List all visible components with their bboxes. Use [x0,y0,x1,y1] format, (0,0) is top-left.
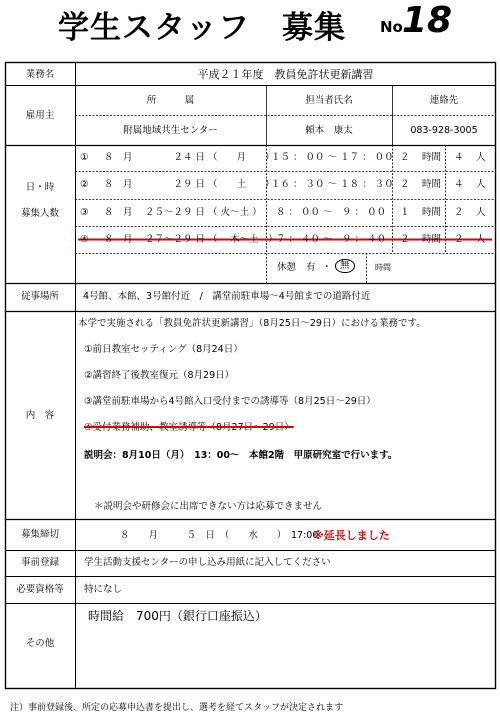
schedule-label-datetime: 日・時 [25,182,55,193]
person-value: 頼本 康太 [305,125,353,136]
footer-note: 注）事前登録後、所定の応募申込書を提出し、選考を経てスタッフが決定されます [10,703,344,713]
briefing-info: 説明会：8月10日（月） 13：00～ 本館2階 甲原研究室で行います。 [84,450,398,461]
other-label: その他 [25,638,55,649]
row-time: １６ ： ３０ ～ １８ ： ３０ [271,179,394,190]
content-intro: 本学で実施される「教員免許状更新講習」（8月25日～29日）における業務です。 [78,318,426,329]
row-people: ４ 人 [454,179,486,190]
row-hours: １ 時間 [400,207,442,218]
extension-notice: ※延長しました [313,529,390,542]
row-date: ８ 月 ２４ 日 （ 月 ） [104,152,275,163]
row-time: ８ ： ００ ～ ９ ： ００ [276,207,387,218]
page-title: 学生スタッフ 募集 [58,10,346,46]
contact-header: 連絡先 [429,95,459,106]
row-hours: ２ 時間 [400,234,442,245]
row-hours: ２ 時間 [400,179,442,190]
job-name: 平成２１年度 教員免許状更新講習 [197,68,374,81]
content-label: 内 容 [25,410,55,421]
row-number: ① [80,152,89,163]
deadline-label: 募集締切 [20,529,59,540]
deadline-date: ８ 月 ５ 日 （ 水 ） 17:00 [120,530,319,541]
qualification-label: 必要資格等 [16,584,64,595]
content-item: ③講堂前駐車場から4号館入口受付までの誘導等（8月25日～29日） [84,396,376,407]
row-hours: ２ 時間 [400,152,442,163]
content-item-cancelled: ④受付業務補助、教室誘導等（8月27日～29日） [84,422,294,433]
row-date: ８ 月 ２９ 日 （ 土 ） [104,179,275,190]
content-note: ＊説明会や研修会に出席できない方は応募できません [94,501,323,512]
content-item: ①前日教室セッティング（8月24日） [84,344,243,355]
break-separator: ・ [322,262,332,273]
recruitment-number: 18 [402,0,453,41]
workplace-value: 4号館、本館、3号館付近 / 講堂前駐車場～4号館までの道路付近 [83,291,371,302]
break-option-no-circled [335,259,355,273]
contact-value: 083-928-3005 [410,125,478,136]
workplace-label: 従事場所 [20,291,59,302]
row-number: ③ [80,207,89,218]
person-header: 担当者氏名 [305,95,353,106]
qualification-value: 特になし [84,584,123,595]
other-value: 時間給 700円（銀行口座振込） [88,609,267,623]
number-label: No. [380,18,409,36]
break-option-no: 無 [335,259,355,273]
row-date: ８ 月 ２７～２９ 日 （ 木～土 ） [104,234,278,245]
employer-label: 雇用主 [25,110,55,121]
content-item: ②講習終了後教室復元（8月29日） [84,370,235,381]
row-people: ２ 人 [454,234,486,245]
preregister-label: 事前登録 [20,557,59,568]
row-number: ④ [80,234,89,245]
row-number: ② [80,179,89,190]
schedule-label-headcount: 募集人数 [20,208,59,219]
affiliation-header: 所 属 [146,95,195,106]
break-unit: 時間 [375,263,391,272]
break-option-yes: 有 [306,262,316,273]
row-date: ８ 月 ２５～２９ 日 （ 火～土 ） [104,207,262,218]
row-people: ４ 人 [454,152,486,163]
job-label: 業務名 [25,69,55,80]
affiliation-value: 附属地域共生センター [123,125,218,136]
row-people: ２ 人 [454,207,486,218]
preregister-value: 学生活動支援センターの申し込み用紙に記入してください [84,557,331,568]
break-label: 休憩 [277,262,297,273]
row-time: ７ ： ４０ ～ ９ ： ４０ [276,234,387,245]
row-time: １５ ： ００ ～ １７ ： ００ [271,152,394,163]
